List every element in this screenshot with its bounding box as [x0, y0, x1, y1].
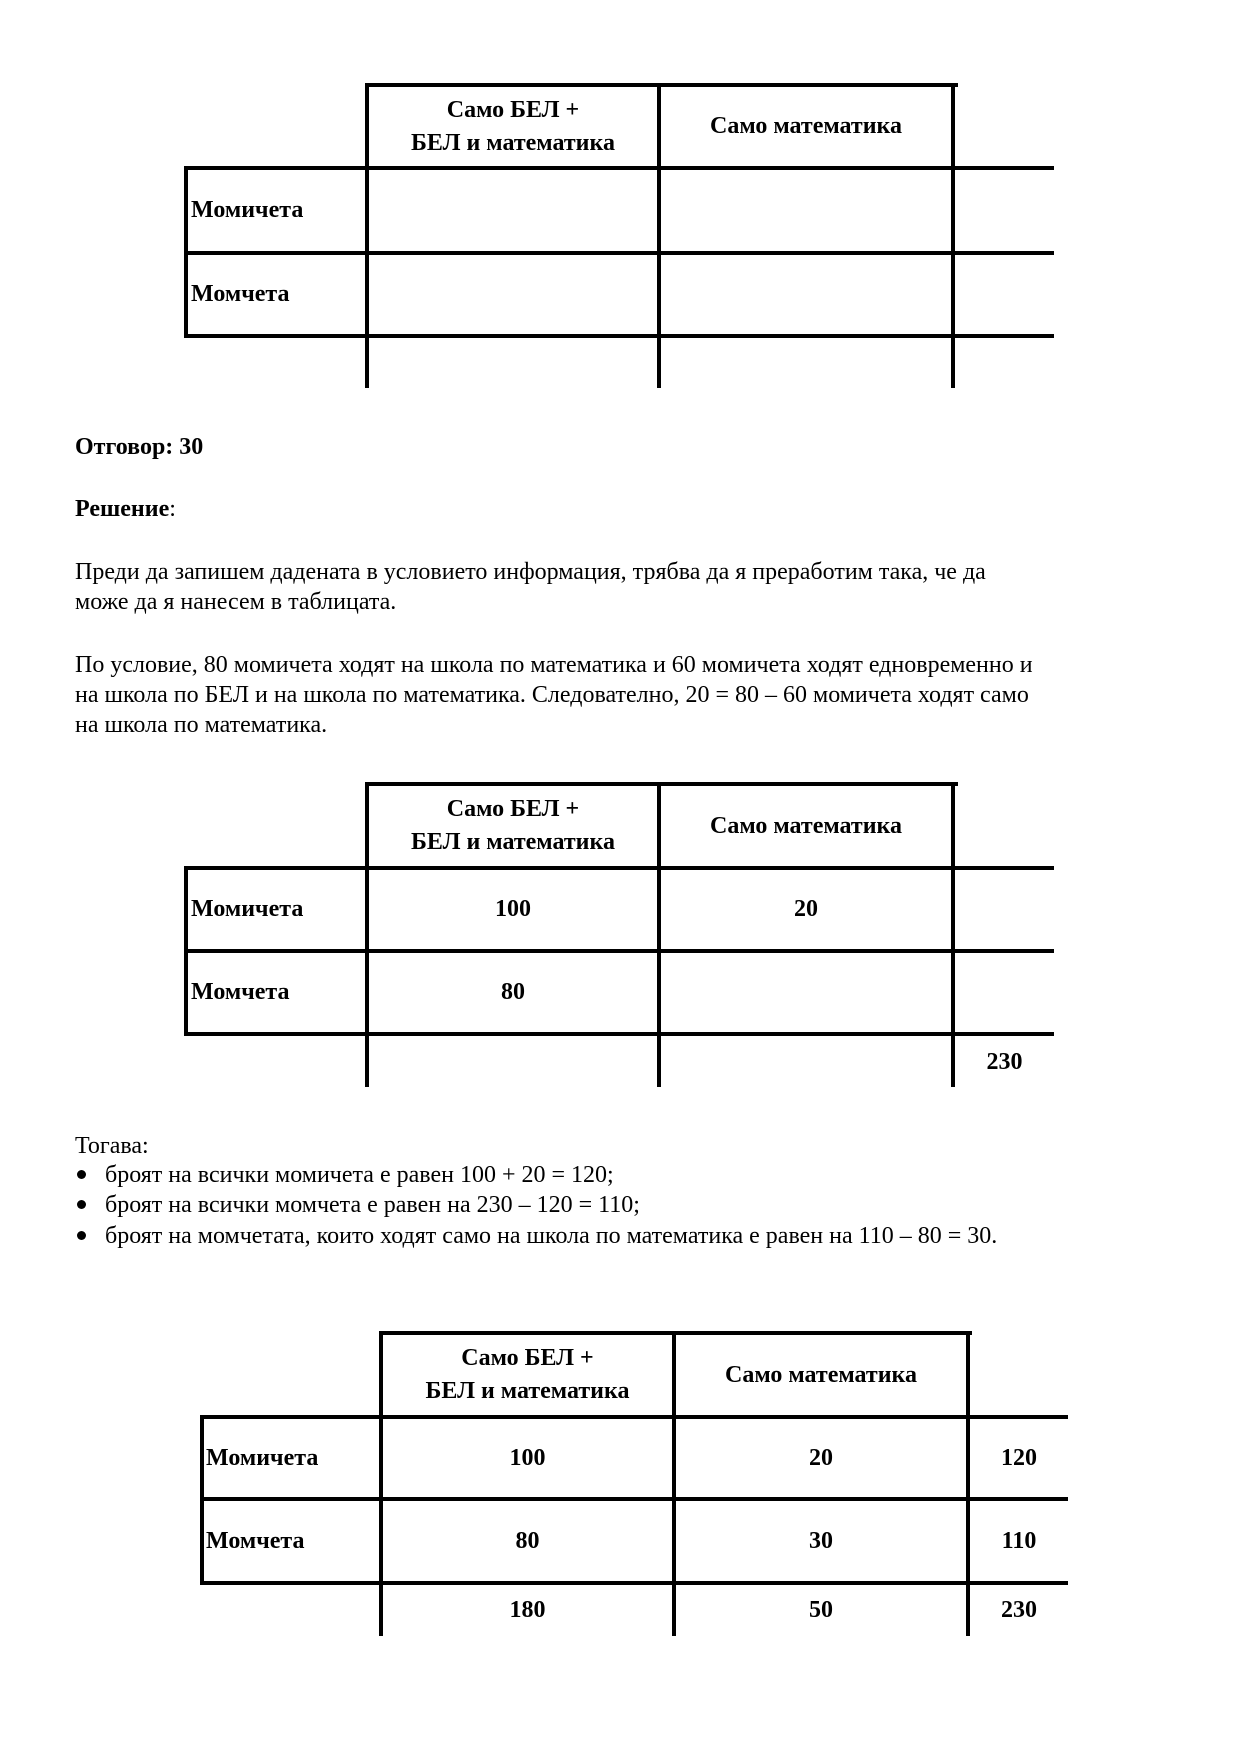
- row-total: [955, 953, 1054, 1032]
- then-label: Тогава:: [75, 1133, 149, 1159]
- column-header: [369, 87, 657, 166]
- table-cell: 80: [501, 979, 525, 1005]
- table-cell: [661, 255, 951, 334]
- bullet-icon: [77, 1231, 86, 1240]
- column-total: 50: [809, 1596, 833, 1623]
- paragraph-line: Преди да запишем дадената в условието информация, трябва да я преработим така, че да: [75, 559, 986, 585]
- solution-colon: :: [169, 496, 176, 522]
- header-line: Само БЕЛ +: [446, 796, 580, 822]
- grand-total: 230: [986, 1048, 1023, 1075]
- solution-heading: [75, 494, 176, 524]
- table-border: [200, 1415, 204, 1585]
- table-cell: 80: [515, 1527, 540, 1554]
- table-border: [184, 166, 188, 338]
- paragraph-line: може да я нанесем в таблицата.: [75, 589, 397, 615]
- row-total: 120: [1001, 1444, 1037, 1471]
- bullet-icon: [77, 1170, 86, 1179]
- table-cell: [661, 953, 951, 1032]
- column-header: Само математика: [709, 812, 902, 839]
- bullet-icon: [77, 1200, 86, 1209]
- table-cell: 100: [509, 1444, 546, 1471]
- column-header: [369, 786, 657, 866]
- row-label: Момчета: [206, 1527, 305, 1554]
- header-line: Само БЕЛ +: [446, 96, 580, 123]
- column-total: 180: [509, 1596, 546, 1623]
- table-border: [184, 866, 188, 1036]
- list-item: броят на всички момчета е равен на 230 – 120 = 110;: [105, 1192, 640, 1218]
- header-line: Само БЕЛ +: [461, 1345, 594, 1371]
- grand-total: 230: [1001, 1596, 1037, 1623]
- table-border: [184, 334, 1054, 338]
- table-cell: 30: [809, 1527, 833, 1554]
- answer-label: Отговор: 30: [75, 434, 204, 460]
- header-line: БЕЛ и математика: [425, 1378, 630, 1404]
- table-cell: 20: [794, 896, 818, 922]
- header-line: БЕЛ и математика: [411, 129, 615, 156]
- table-cell: [369, 255, 657, 334]
- solution-label: Решение: [75, 496, 170, 522]
- list-item: броят на всички момичета е равен 100 + 20 = 120;: [105, 1162, 614, 1188]
- table-cell: [661, 170, 951, 251]
- paragraph-line: на школа по математика.: [75, 712, 328, 738]
- column-total: [661, 1036, 951, 1088]
- row-total: 110: [1001, 1527, 1037, 1554]
- paragraph-line: По условие, 80 момичета ходят на школа по математика и 60 момичета ходят едновременно и: [75, 652, 1033, 678]
- row-label: Момичета: [206, 1444, 319, 1471]
- column-header: Само математика: [724, 1361, 917, 1388]
- header-line: БЕЛ и математика: [411, 829, 615, 855]
- row-label: Момчета: [191, 281, 290, 307]
- table-border: [951, 83, 955, 388]
- table-cell: 20: [809, 1444, 833, 1471]
- list-item: броят на момчетата, които ходят само на школа по математика е равен на 110 – 80 = 30.: [105, 1223, 998, 1249]
- row-label: Момчета: [191, 979, 290, 1005]
- row-label: Момичета: [191, 197, 304, 223]
- column-header: [383, 1335, 672, 1415]
- table-cell: [369, 170, 657, 251]
- column-total: [369, 1036, 657, 1088]
- row-total: [955, 870, 1054, 949]
- column-header: Само математика: [709, 113, 902, 139]
- table-cell: 100: [495, 896, 531, 922]
- row-label: Момичета: [191, 896, 304, 922]
- paragraph-line: на школа по БЕЛ и на школа по математика. Следователно, 20 = 80 – 60 момичета ходят само: [75, 682, 1029, 708]
